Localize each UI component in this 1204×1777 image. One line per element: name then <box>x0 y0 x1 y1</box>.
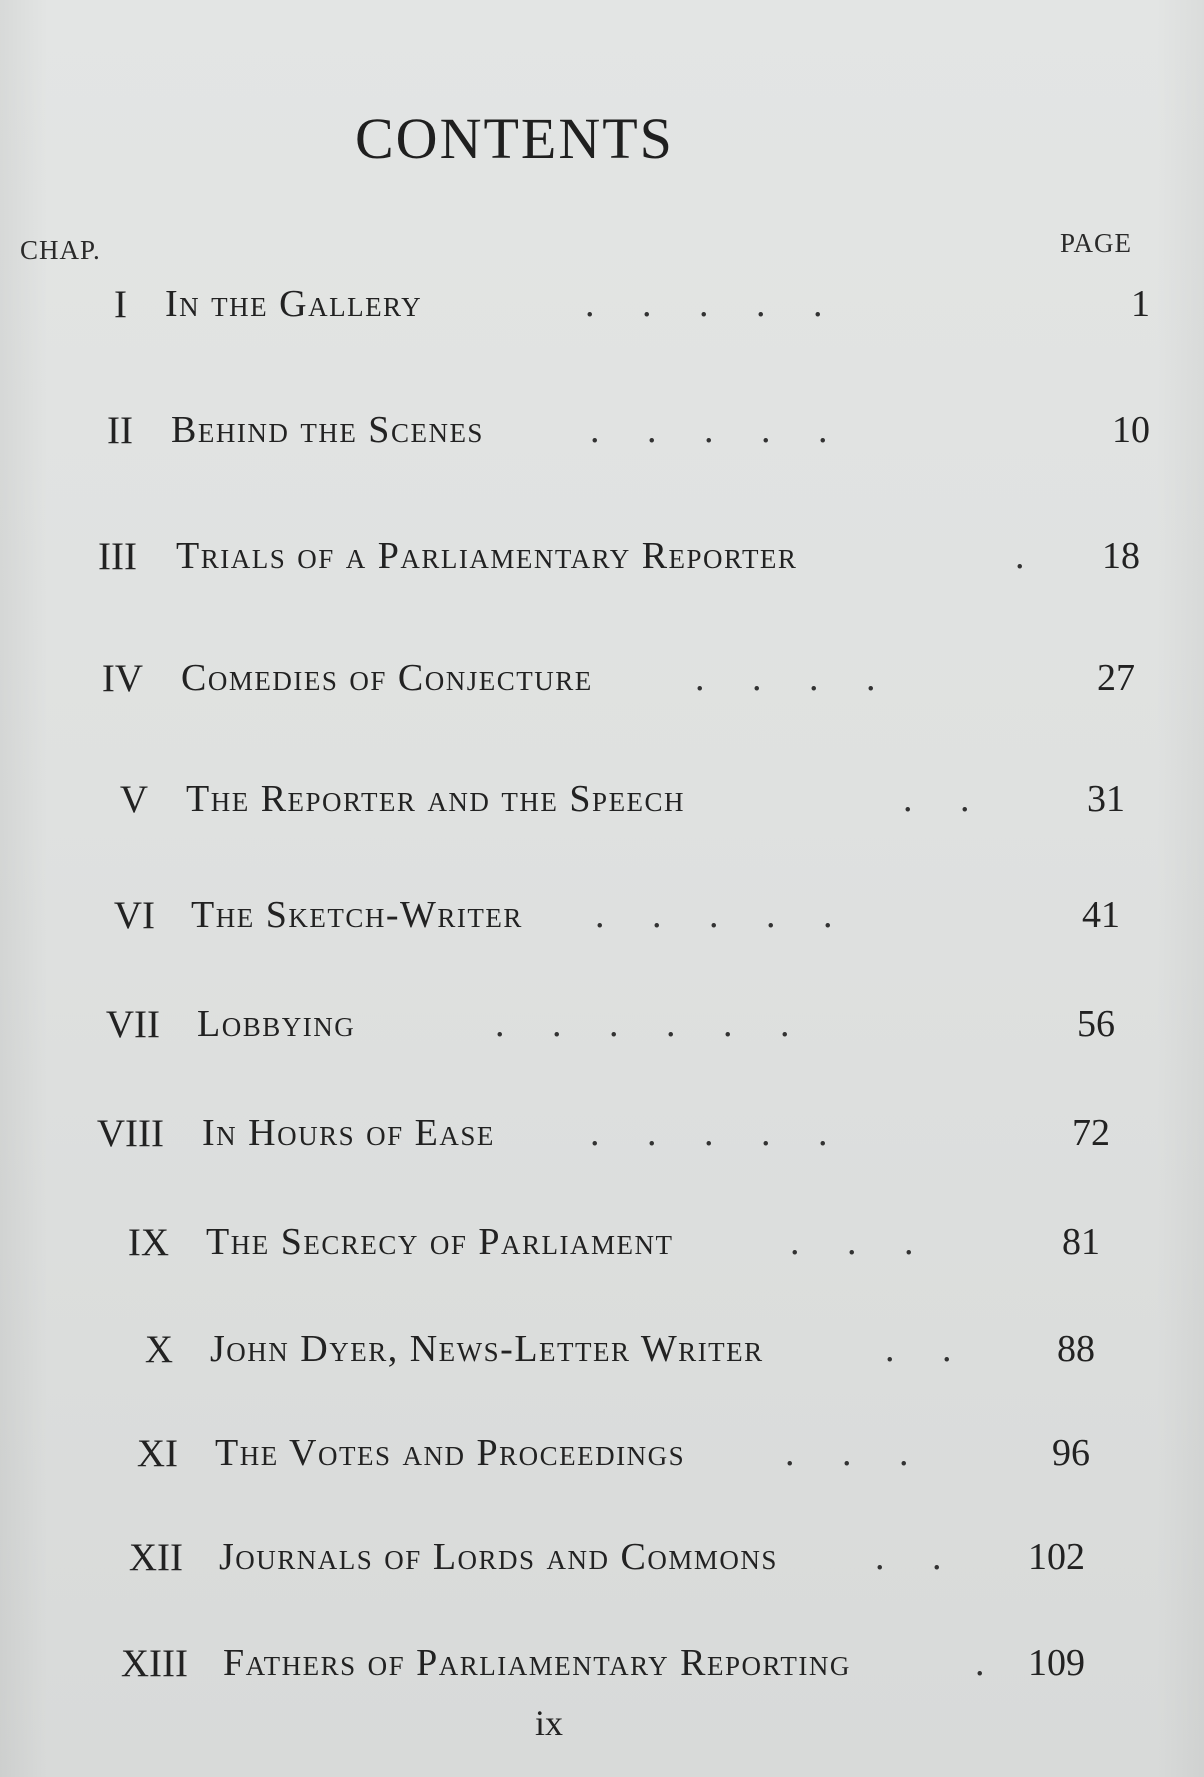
chapter-title: The Reporter and the Speech <box>186 778 686 820</box>
page-number: 10 <box>1112 409 1150 451</box>
toc-entry <box>0 1431 1204 1481</box>
chapter-number: XIII <box>120 1642 188 1685</box>
page-number: 56 <box>1077 1003 1115 1045</box>
chapter-number: I <box>114 283 127 326</box>
page-number: 41 <box>1082 894 1120 936</box>
page-number: 27 <box>1097 657 1135 699</box>
chapter-title: John Dyer, News-Letter Writer <box>210 1328 764 1370</box>
chapter-number: X <box>144 1328 173 1371</box>
dot-leader: . . <box>885 1328 952 1370</box>
page-number: 96 <box>1052 1432 1090 1474</box>
toc-entry <box>0 893 1204 943</box>
page-number: 81 <box>1062 1221 1100 1263</box>
chapter-title: Trials of a Parliamentary Reporter <box>176 535 798 577</box>
dot-leader: . . . . . <box>595 894 833 936</box>
chapter-title: The Votes and Proceedings <box>215 1432 686 1474</box>
toc-entry <box>0 656 1204 706</box>
page-number: 31 <box>1087 778 1125 820</box>
toc-entry <box>0 1641 1204 1691</box>
page-number: 72 <box>1072 1112 1110 1154</box>
folio-page-number: ix <box>535 1703 564 1743</box>
chapter-number: II <box>107 409 133 452</box>
chapter-title: In the Gallery <box>165 283 423 325</box>
toc-entry <box>0 282 1204 332</box>
dot-leader: . . . . . <box>585 283 823 325</box>
dot-leader: . . <box>875 1536 942 1578</box>
dot-leader: . . . <box>785 1432 909 1474</box>
toc-entry <box>0 1535 1204 1585</box>
chapter-title: The Sketch-Writer <box>191 894 523 936</box>
dot-leader: . . . . . <box>590 1112 828 1154</box>
page-number: 18 <box>1102 535 1140 577</box>
chapter-number: XI <box>136 1432 178 1475</box>
toc-entry <box>0 1220 1204 1270</box>
chapter-number: III <box>98 535 137 578</box>
page-number: 88 <box>1057 1328 1095 1370</box>
chapter-number: V <box>119 778 148 821</box>
page-number: 1 <box>1131 283 1150 325</box>
dot-leader: . <box>975 1642 985 1684</box>
chapter-title: Comedies of Conjecture <box>181 657 593 699</box>
chapter-number: IX <box>127 1221 169 1264</box>
chapter-number: VII <box>105 1003 160 1046</box>
chapter-title: Lobbying <box>197 1003 356 1045</box>
dot-leader: . . . . . <box>590 409 828 451</box>
toc-entry <box>0 534 1204 584</box>
page-column-header: PAGE <box>1060 228 1133 258</box>
chap-column-header: CHAP. <box>20 235 101 265</box>
dot-leader: . <box>1015 535 1025 577</box>
chapter-number: IV <box>101 657 143 700</box>
toc-entry <box>0 1111 1204 1161</box>
dot-leader: . . . . . . <box>495 1003 790 1045</box>
chapter-title: Journals of Lords and Commons <box>219 1536 778 1578</box>
toc-entry <box>0 777 1204 827</box>
toc-entry <box>0 408 1204 458</box>
chapter-number: VIII <box>96 1112 164 1155</box>
toc-entry <box>0 1002 1204 1052</box>
dot-leader: . . <box>903 778 970 820</box>
chapter-title: In Hours of Ease <box>202 1112 495 1154</box>
toc-entry <box>0 1327 1204 1377</box>
page-number: 102 <box>1028 1536 1085 1578</box>
chapter-title: Behind the Scenes <box>171 409 484 451</box>
chapter-number: XII <box>128 1536 183 1579</box>
dot-leader: . . . <box>790 1221 914 1263</box>
dot-leader: . . . . <box>695 657 876 699</box>
chapter-number: VI <box>113 894 155 937</box>
chapter-title: The Secrecy of Parliament <box>206 1221 674 1263</box>
page-title: CONTENTS <box>355 106 674 171</box>
chapter-title: Fathers of Parliamentary Reporting <box>223 1642 851 1684</box>
page-number: 109 <box>1028 1642 1085 1684</box>
